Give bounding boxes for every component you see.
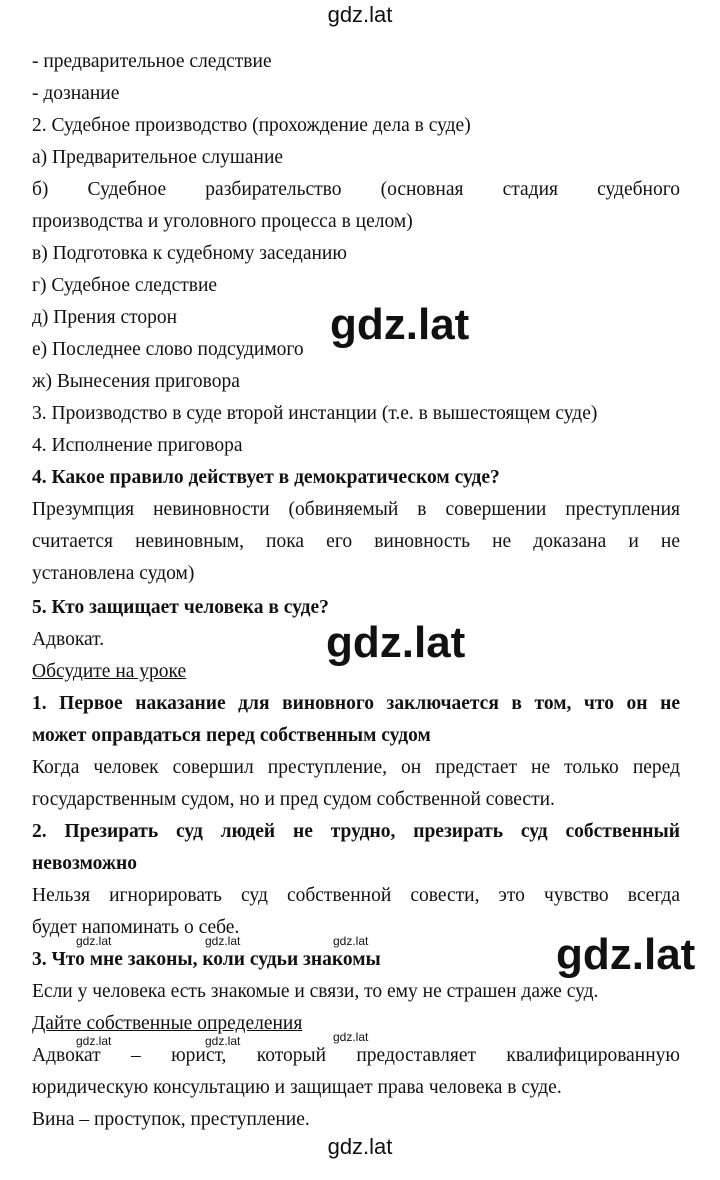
question-heading: 3. Что мне законы, коли судьи знакомы — [32, 949, 381, 970]
text-line: Когда человек совершил преступление, он предстает не только перед — [32, 757, 680, 778]
text-line: ж) Вынесения приговора — [32, 371, 240, 392]
text-line: установлена судом) — [32, 563, 195, 584]
text-line: Адвокат. — [32, 629, 105, 650]
text-line: 4. Исполнение приговора — [32, 435, 243, 456]
watermark-small: gdz.lat — [76, 934, 112, 948]
question-heading: может оправдаться перед собственным судом — [32, 725, 431, 746]
watermark: gdz.lat — [556, 930, 696, 979]
question-heading: невозможно — [32, 853, 138, 874]
text-line: производства и уголовного процесса в целом) — [32, 211, 413, 232]
text-line: государственным судом, но и пред судом собственной совести. — [32, 789, 555, 810]
watermark: gdz.lat — [330, 300, 470, 349]
text-line: юридическую консультацию и защищает права человека в суде. — [32, 1077, 562, 1098]
text-line: в) Подготовка к судебному заседанию — [32, 243, 347, 264]
watermark: gdz.lat — [326, 618, 466, 667]
text-line: 3. Производство в суде второй инстанции (т.е. в вышестоящем суде) — [32, 403, 598, 424]
question-heading: 4. Какое правило действует в демократическом суде? — [32, 467, 500, 488]
text-line: будет напоминать о себе. — [32, 917, 240, 938]
section-heading: Дайте собственные определения — [32, 1013, 303, 1034]
text-line: Если у человека есть знакомые и связи, то ему не страшен даже суд. — [32, 981, 599, 1002]
section-heading: Обсудите на уроке — [32, 661, 187, 682]
text-line: 2. Судебное производство (прохождение дела в суде) — [32, 115, 471, 136]
text-line: е) Последнее слово подсудимого — [32, 339, 304, 360]
text-line: Нельзя игнорировать суд собственной совести, это чувство всегда — [32, 885, 680, 906]
text-line: Вина – проступок, преступление. — [32, 1109, 310, 1130]
text-line: б) Судебное разбирательство (основная стадия судебного — [32, 179, 680, 200]
question-heading: 1. Первое наказание для виновного заключается в том, что он не — [32, 693, 680, 714]
watermark-small: gdz.lat — [76, 1034, 112, 1048]
question-heading: 5. Кто защищает человека в суде? — [32, 597, 329, 618]
text-line: считается невиновным, пока его виновность не доказана и не — [32, 531, 680, 552]
watermark-small: gdz.lat — [205, 1034, 241, 1048]
text-line: а) Предварительное слушание — [32, 147, 284, 168]
text-line: - предварительное следствие — [32, 51, 272, 72]
text-line: д) Прения сторон — [32, 307, 178, 328]
watermark-small: gdz.lat — [333, 1030, 369, 1044]
text-line: Презумпция невиновности (обвиняемый в совершении преступления — [32, 499, 680, 520]
question-heading: 2. Презирать суд людей не трудно, презирать суд собственный — [32, 821, 680, 842]
page-header: gdz.lat — [327, 2, 393, 27]
page-footer: gdz.lat — [327, 1134, 393, 1159]
watermark-small: gdz.lat — [333, 934, 369, 948]
text-line: Адвокат – юрист, который предоставляет квалифицированную — [32, 1045, 680, 1066]
text-line: - дознание — [32, 83, 120, 104]
watermark-small: gdz.lat — [205, 934, 241, 948]
text-line: г) Судебное следствие — [32, 275, 218, 296]
